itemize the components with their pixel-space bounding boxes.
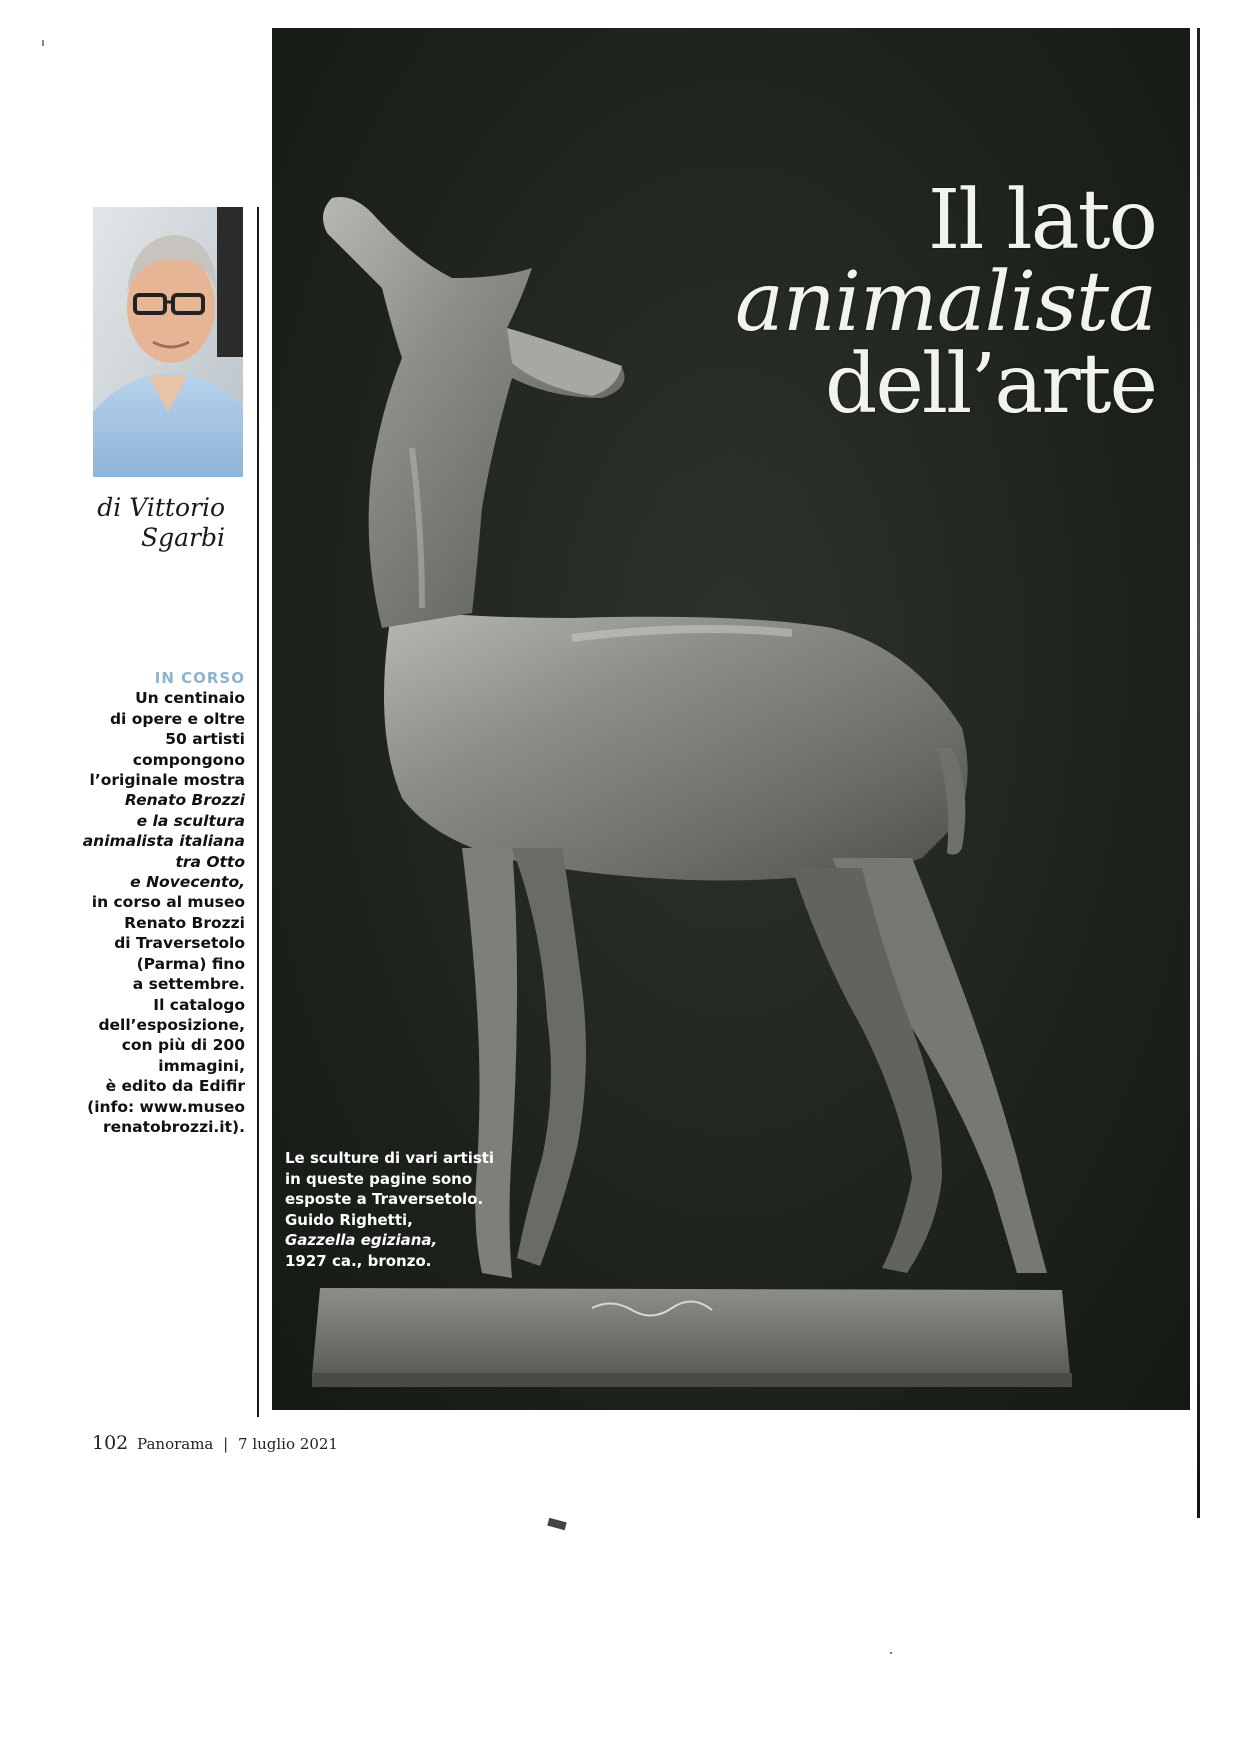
- caption-line: Guido Righetti,: [285, 1210, 413, 1229]
- headline-line-3: dell’arte: [824, 337, 1156, 432]
- issue-date: 7 luglio 2021: [238, 1435, 338, 1453]
- scan-speck: [547, 1518, 566, 1530]
- sidebar-line: di Traversetolo: [114, 934, 245, 953]
- sidebar-line: è edito da Edifir: [105, 1077, 245, 1096]
- sidebar-line: tra Otto: [175, 852, 245, 871]
- sidebar-line: dell’esposizione,: [98, 1015, 245, 1034]
- sidebar-line: immagini,: [158, 1056, 245, 1075]
- sidebar-line: Renato Brozzi: [124, 913, 245, 932]
- author-portrait: [93, 207, 243, 477]
- sidebar-line: e la scultura: [136, 811, 245, 830]
- sculpture-photo: [272, 28, 1190, 1410]
- page-number: 102: [92, 1432, 129, 1454]
- page-footer: [92, 1432, 338, 1454]
- sidebar-line: Renato Brozzi: [124, 791, 245, 810]
- sidebar-line: 50 artisti: [165, 730, 245, 749]
- photo-caption: [285, 1148, 525, 1271]
- scan-speck: [890, 1652, 892, 1654]
- sidebar-line: in corso al museo: [91, 893, 245, 912]
- sidebar-line: di opere e oltre: [109, 709, 245, 728]
- author-portrait-illustration: [93, 207, 243, 477]
- sidebar-line: renatobrozzi.it).: [102, 1117, 245, 1136]
- sidebar-line: Il catalogo: [153, 995, 245, 1014]
- sidebar-line: (Parma) fino: [136, 954, 245, 973]
- sidebar-line: compongono: [132, 750, 245, 769]
- author-line-1: di Vittorio: [97, 493, 225, 522]
- column-rule: [257, 207, 259, 1417]
- caption-line: 1927 ca., bronzo.: [285, 1251, 432, 1270]
- author-byline: [80, 493, 225, 553]
- sidebar-line: animalista italiana: [82, 832, 245, 851]
- sidebar-line: (info: www.museo: [87, 1097, 245, 1116]
- scan-edge-line: [1197, 28, 1200, 1518]
- sidebar-kicker: IN CORSO: [154, 669, 245, 687]
- headline-line-2: animalista: [735, 255, 1156, 350]
- caption-line: Le sculture di vari artisti: [285, 1149, 495, 1167]
- sidebar-line: con più di 200: [121, 1036, 245, 1055]
- sidebar-line: a settembre.: [132, 975, 245, 994]
- sidebar-line: e Novecento,: [130, 873, 245, 892]
- footer-separator: |: [223, 1435, 229, 1453]
- caption-line: in queste pagine sono: [285, 1169, 473, 1188]
- sidebar-line: l’originale mostra: [89, 771, 245, 790]
- caption-line: Gazzella egiziana,: [285, 1231, 438, 1249]
- headline: [735, 173, 1156, 432]
- sidebar-box: [80, 668, 245, 1137]
- caption-line: esposte a Traversetolo.: [285, 1190, 484, 1208]
- scan-speck: [42, 40, 44, 46]
- headline-line-1: Il lato: [927, 173, 1156, 268]
- sidebar-line: Un centinaio: [135, 689, 245, 708]
- author-line-2: Sgarbi: [141, 523, 225, 552]
- magazine-name: Panorama: [137, 1435, 214, 1453]
